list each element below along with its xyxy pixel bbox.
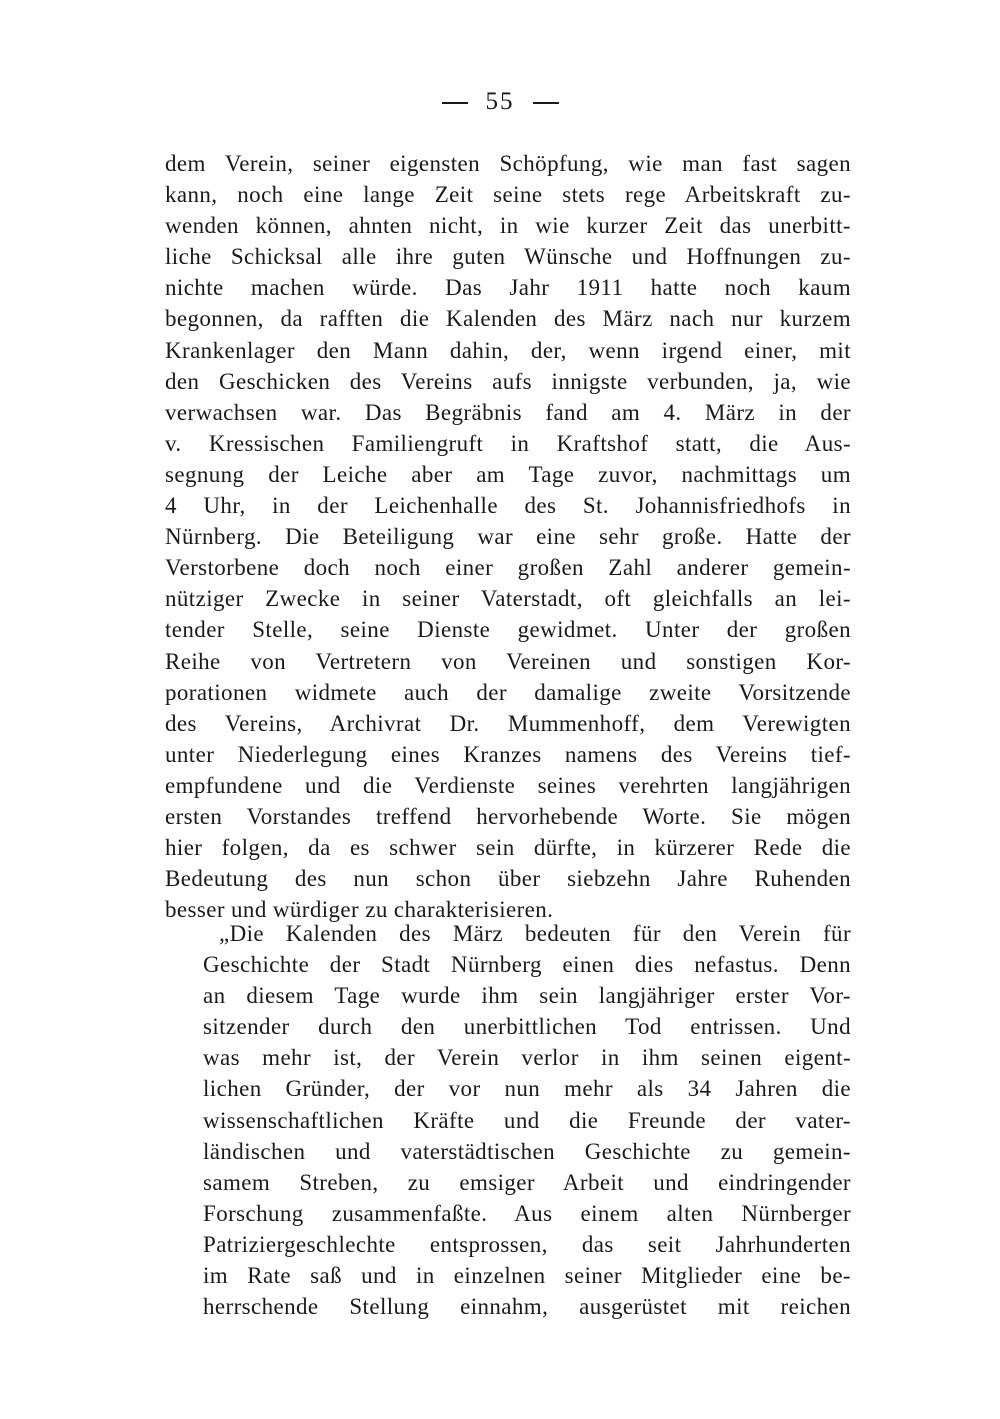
text-line: nichte machen würde. Das Jahr 1911 hatte noch kaum	[165, 275, 851, 301]
text-line: Reihe von Vertretern von Vereinen und sonstigen Kor-	[165, 648, 851, 674]
text-line: porationen widmete auch der damalige zweite Vorsitzende	[165, 679, 851, 705]
text-line: ländischen und vaterstädtischen Geschichte zu gemein-	[203, 1138, 851, 1164]
text-line: begonnen, da rafften die Kalenden des März nach nur kurzem	[165, 306, 851, 332]
text-line: wissenschaftlichen Kräfte und die Freunde der vater-	[203, 1107, 851, 1133]
text-line: samem Streben, zu emsiger Arbeit und eindringender	[203, 1169, 851, 1195]
text-line: lichen Gründer, der vor nun mehr als 34 Jahren die	[203, 1076, 851, 1102]
dash-left	[442, 102, 468, 104]
text-line: Geschichte der Stadt Nürnberg einen dies nefastus. Denn	[203, 952, 851, 978]
text-line: verwachsen war. Das Begräbnis fand am 4. März in der	[165, 399, 851, 425]
text-line: nütziger Zwecke in seiner Vaterstadt, oft gleichfalls an lei-	[165, 586, 851, 612]
text-line: tender Stelle, seine Dienste gewidmet. Unter der großen	[165, 617, 851, 643]
text-line: Patriziergeschlechte entsprossen, das seit Jahrhunderten	[203, 1231, 851, 1257]
text-line: des Vereins, Archivrat Dr. Mummenhoff, dem Verewigten	[165, 710, 851, 736]
text-line: besser und würdiger zu charakterisieren.	[165, 897, 554, 923]
text-line: segnung der Leiche aber am Tage zuvor, nachmittags um	[165, 461, 851, 487]
text-line: liche Schicksal alle ihre guten Wünsche und Hoffnungen zu-	[165, 244, 851, 270]
text-line: Bedeutung des nun schon über siebzehn Jahre Ruhenden	[165, 866, 851, 892]
text-line: „Die Kalenden des März bedeuten für den Verein für	[219, 921, 851, 946]
text-line: Forschung zusammenfaßte. Aus einem alten Nürnberger	[203, 1200, 851, 1226]
text-line: Verstorbene doch noch einer großen Zahl anderer gemein-	[165, 555, 851, 581]
text-line: wenden können, ahnten nicht, in wie kurzer Zeit das unerbitt-	[165, 213, 851, 239]
text-line: Krankenlager den Mann dahin, der, wenn irgend einer, mit	[165, 337, 851, 363]
quote-paragraph	[203, 918, 851, 1322]
text-line: den Geschicken des Vereins aufs innigste verbunden, ja, wie	[165, 368, 851, 394]
text-line: v. Kressischen Familiengruft in Kraftshof statt, die Aus-	[165, 430, 851, 456]
body-paragraph	[165, 148, 851, 925]
text-line: unter Niederlegung eines Kranzes namens des Vereins tief-	[165, 741, 851, 767]
text-line: im Rate saß und in einzelnen seiner Mitglieder eine be-	[203, 1263, 851, 1289]
page-number-header	[0, 88, 1000, 116]
text-line: hier folgen, da es schwer sein dürfte, in kürzerer Rede die	[165, 835, 851, 861]
text-line: herrschende Stellung einnahm, ausgerüstet mit reichen	[203, 1294, 851, 1320]
text-line: dem Verein, seiner eigensten Schöpfung, wie man fast sagen	[165, 151, 851, 176]
page-number: 55	[485, 88, 515, 115]
text-line: was mehr ist, der Verein verlor in ihm seinen eigent-	[203, 1045, 851, 1071]
text-line: empfundene und die Verdienste seines verehrten langjährigen	[165, 772, 851, 798]
text-line: kann, noch eine lange Zeit seine stets rege Arbeitskraft zu-	[165, 182, 851, 208]
text-line: ersten Vorstandes treffend hervorhebende Worte. Sie mögen	[165, 803, 851, 829]
text-line: an diesem Tage wurde ihm sein langjähriger erster Vor-	[203, 983, 851, 1009]
text-line: sitzender durch den unerbittlichen Tod entrissen. Und	[203, 1014, 851, 1040]
dash-right	[533, 102, 559, 104]
text-line: Nürnberg. Die Beteiligung war eine sehr große. Hatte der	[165, 524, 851, 550]
text-line: 4 Uhr, in der Leichenhalle des St. Johannisfriedhofs in	[165, 493, 851, 519]
